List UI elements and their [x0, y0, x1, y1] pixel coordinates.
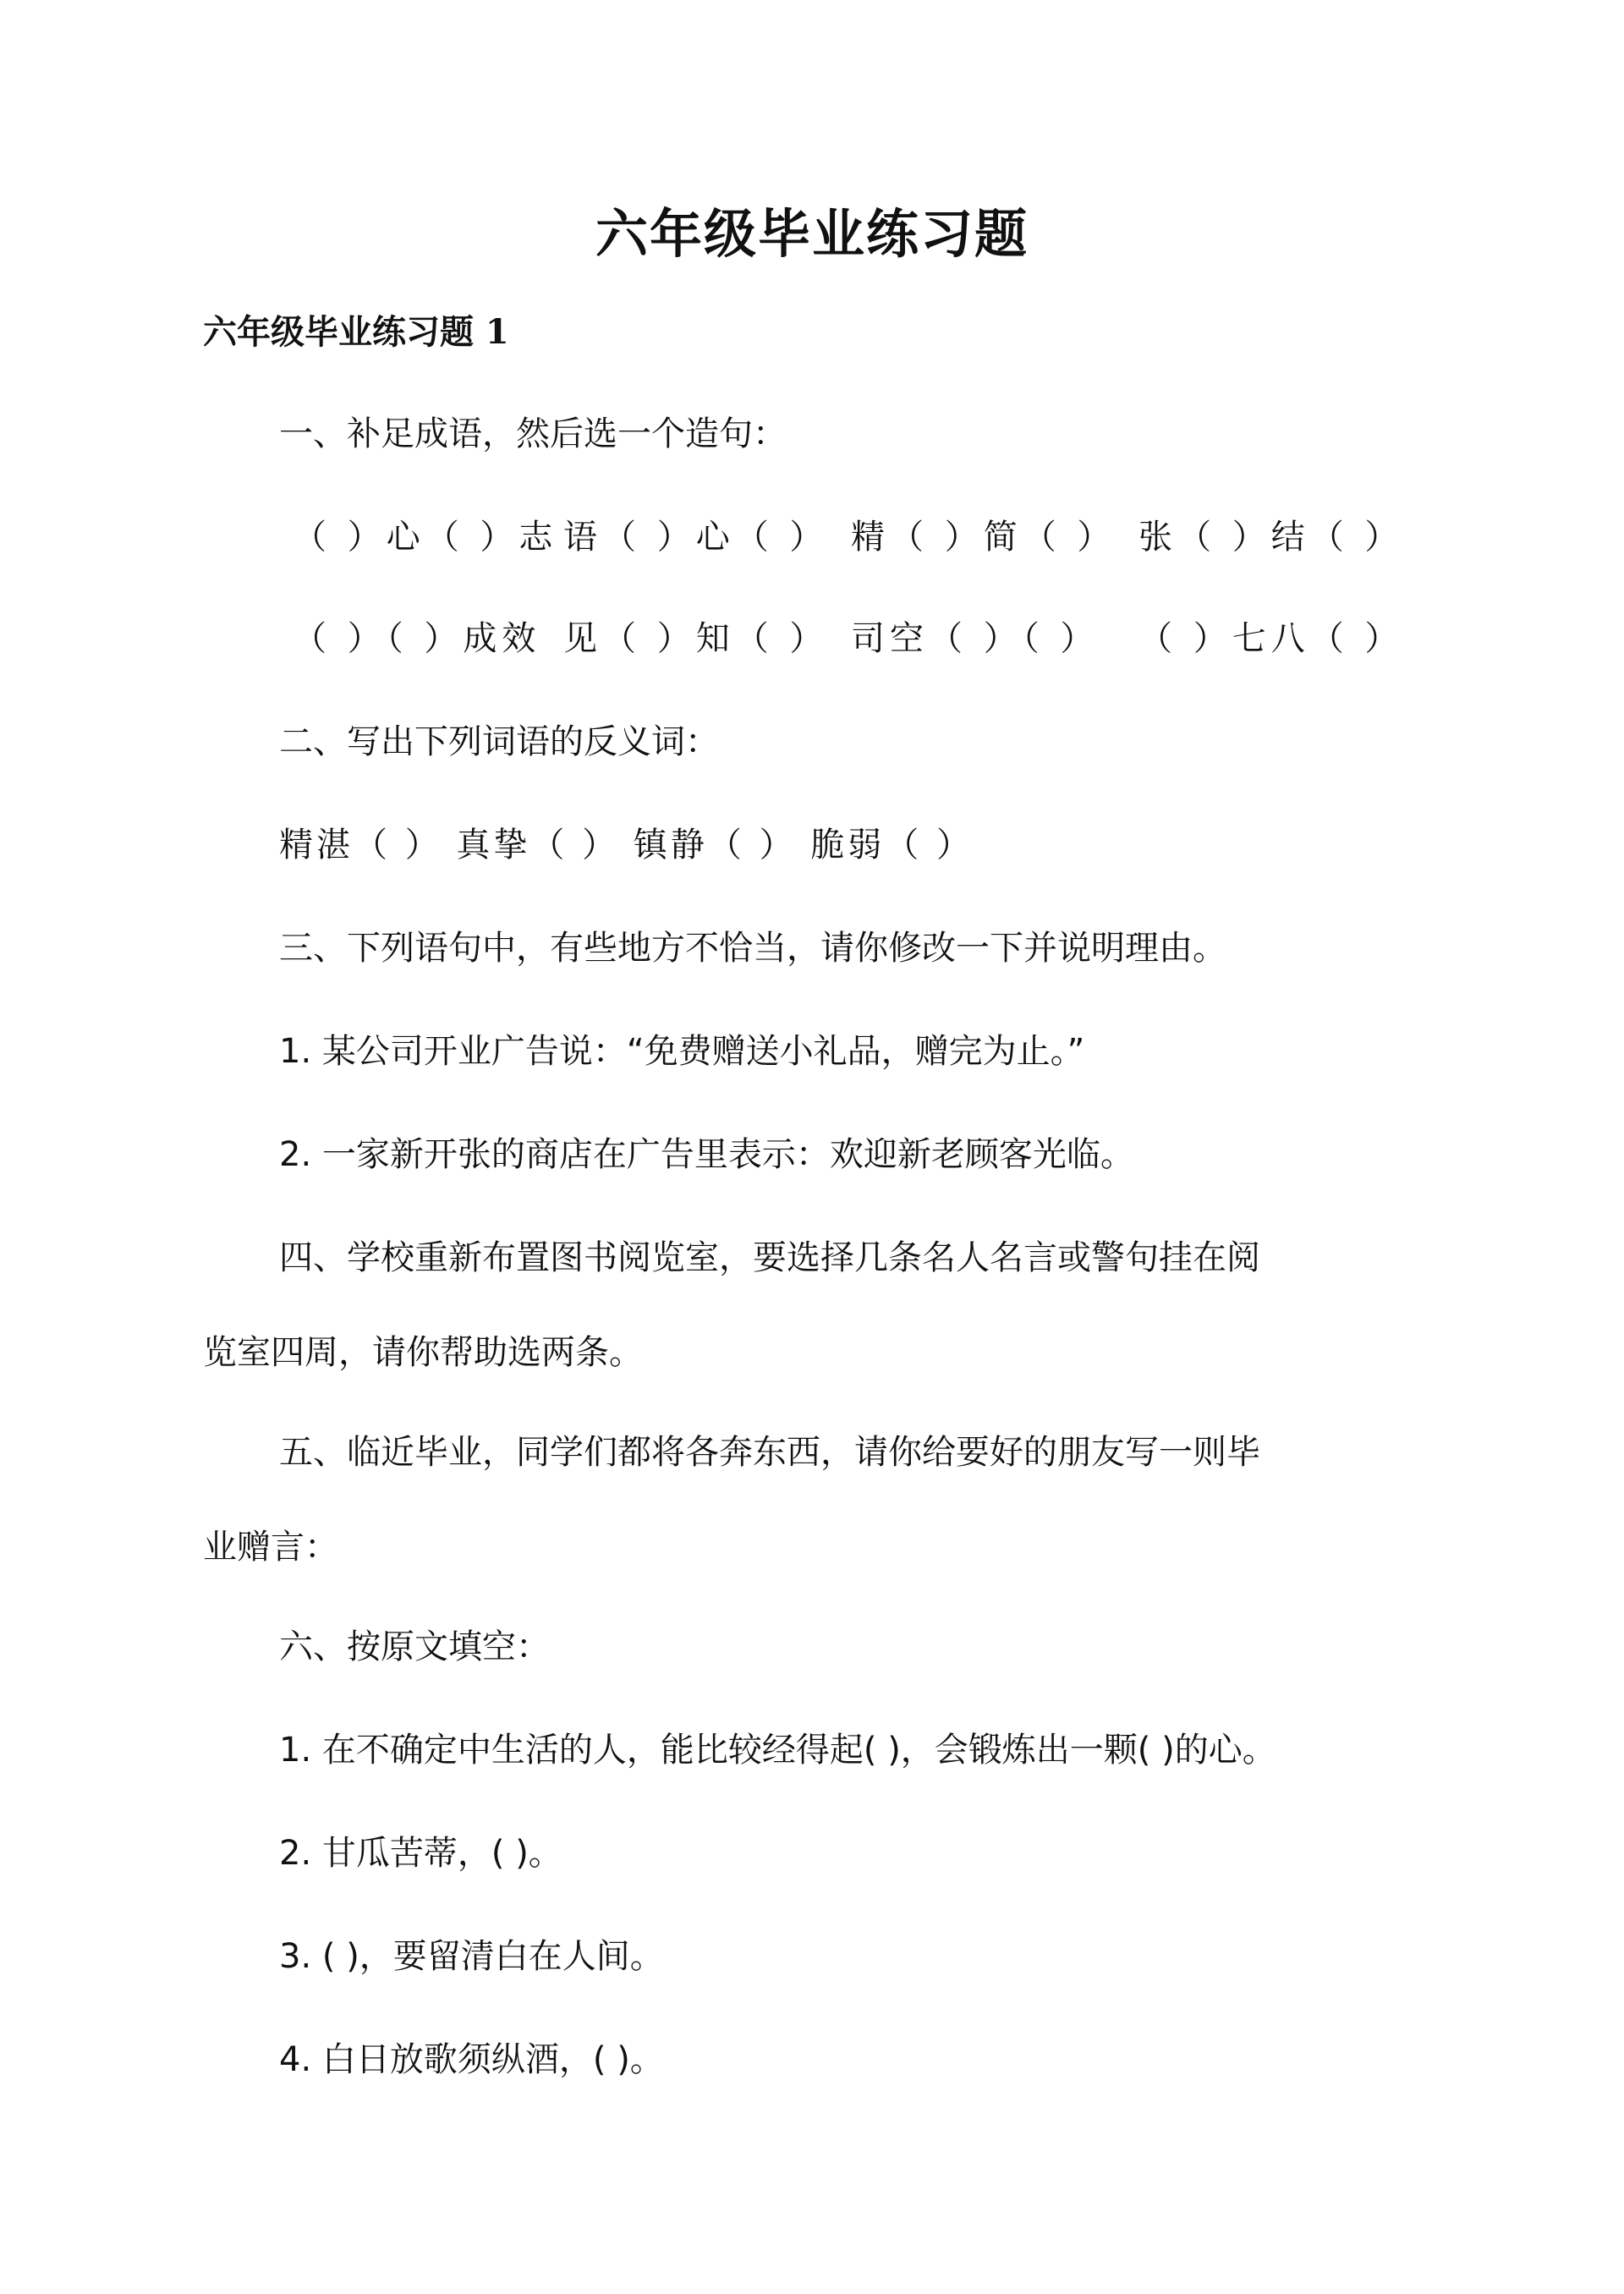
section-3-item-1: 1. 某公司开业广告说：“免费赠送小礼品，赠完为止。” [279, 1032, 1085, 1071]
section-5-line-2: 业赠言： [203, 1528, 338, 1567]
idiom-item: 精（ ）简（ ） [851, 518, 1116, 557]
idiom-item: （ ）七八（ ） [1138, 619, 1404, 658]
section-6-item-1: 1. 在不确定中生活的人，能比较经得起( )，会锻炼出一颗( )的心。 [279, 1731, 1276, 1770]
section-6-item-3: 3. ( )，要留清白在人间。 [279, 1937, 664, 1976]
section-4-line-1: 四、学校重新布置图书阅览室，要选择几条名人名言或警句挂在阅 [279, 1238, 1260, 1277]
section-6-heading: 六、按原文填空： [279, 1627, 550, 1666]
section-3-heading: 三、下列语句中，有些地方不恰当，请你修改一下并说明理由。 [279, 929, 1226, 968]
exercise-subtitle: 六年级毕业练习题 1 [203, 312, 509, 352]
section-1-heading: 一、补足成语，然后选一个造句： [279, 414, 787, 453]
section-4-line-2: 览室四周，请你帮助选两条。 [203, 1333, 643, 1372]
section-6-item-2: 2. 甘瓜苦蒂，( )。 [279, 1834, 562, 1873]
idiom-item: （ ）心（ ）志 [293, 518, 558, 557]
antonym-words: 精湛（ ） 真挚（ ） 镇静（ ） 脆弱（ ） [279, 826, 974, 864]
section-5-line-1: 五、临近毕业，同学们都将各奔东西，请你给要好的朋友写一则毕 [279, 1433, 1260, 1472]
section-6-item-4: 4. 白日放歌须纵酒，( )。 [279, 2040, 664, 2079]
idiom-item: 张（ ）结（ ） [1138, 518, 1404, 557]
idiom-item: （ ）（ ）成效 [293, 619, 541, 658]
idiom-item: 司空（ ）（ ） [851, 619, 1100, 658]
section-2-heading: 二、写出下列词语的反义词： [279, 722, 719, 761]
page-title: 六年级毕业练习题 [595, 203, 1029, 265]
idiom-item: 语（ ）心（ ） [563, 518, 829, 557]
section-3-item-2: 2. 一家新开张的商店在广告里表示：欢迎新老顾客光临。 [279, 1135, 1134, 1174]
idiom-item: 见（ ）知（ ） [563, 619, 829, 658]
